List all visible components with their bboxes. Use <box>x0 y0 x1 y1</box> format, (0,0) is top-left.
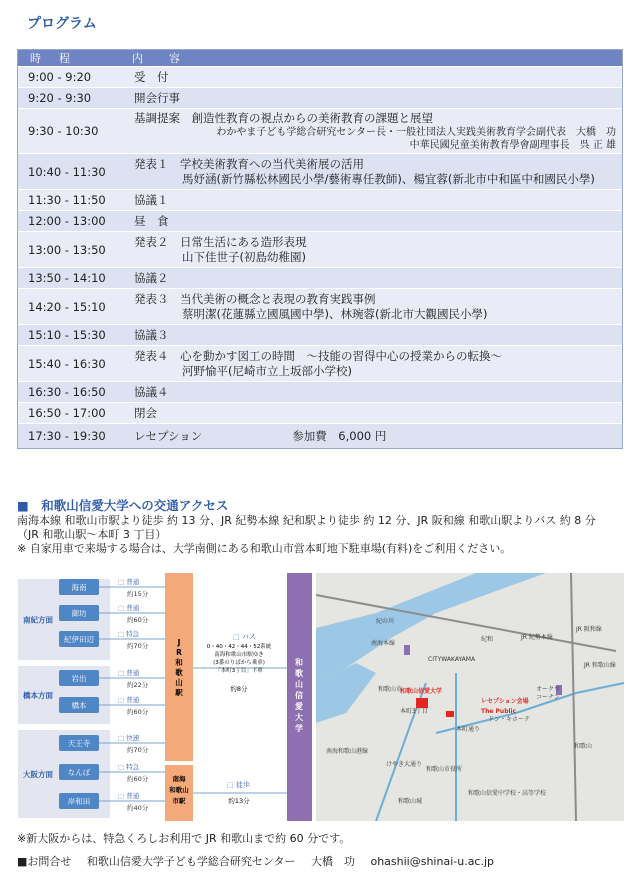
program-row <box>18 423 622 448</box>
program-content <box>130 403 622 423</box>
university-char: 歌 <box>295 669 303 678</box>
program-time: 13:00 - 13:50 <box>28 242 106 257</box>
train-time: 約70分 <box>127 746 149 754</box>
contact-line <box>17 853 506 869</box>
program-item: 昼 食 <box>134 213 169 228</box>
program-time: 16:30 - 16:50 <box>28 385 106 399</box>
map-background <box>316 573 624 821</box>
train-type: ⬚ 普通 <box>118 792 140 800</box>
access-line-3: ※ 自家用車で来場する場合は、大学南側にある和歌山市営本町地下駐車場(有料)をご利用ください。 <box>17 542 512 555</box>
reception-fee: 参加費 6,000 円 <box>292 428 387 443</box>
map-label: 紀の川 <box>376 618 395 625</box>
program-item: 協議２ <box>134 270 169 285</box>
access-route-diagram <box>17 573 312 821</box>
map-label: 和歌山 <box>574 743 593 750</box>
university-char: 和 <box>295 658 303 667</box>
program-content <box>130 232 622 267</box>
jr-station-box <box>165 573 193 761</box>
nankai-station-label: 市駅 <box>172 797 186 805</box>
program-row <box>18 402 622 423</box>
program-content <box>130 382 622 402</box>
program-rows <box>18 66 622 448</box>
program-content <box>130 109 622 153</box>
map-label: ドン・キホーテ <box>488 716 531 723</box>
map-label: レセプション会場 <box>481 698 529 705</box>
program-content <box>130 154 622 189</box>
access-map <box>316 573 624 821</box>
university-char: 信 <box>295 691 303 700</box>
program-content <box>130 67 622 87</box>
program-item: 発表２ 日常生活にある造形表現 <box>134 234 307 249</box>
nankai-station-label: 南海 <box>172 775 186 783</box>
train-time: 約60分 <box>127 775 149 783</box>
program-content <box>130 190 622 210</box>
presenter-affiliation: わかやま子ども学総合研究センター長・一般社団法人実践美術教育学会副代表 大橋 功 <box>216 126 616 138</box>
station-label: 御坊 <box>71 609 87 618</box>
header-content: 内容 <box>132 52 206 65</box>
train-time: 約70分 <box>127 642 149 650</box>
program-content <box>130 424 622 448</box>
region-label: 南紀方面 <box>23 615 53 625</box>
jr-station-char: 歌 <box>175 668 183 677</box>
program-time: 9:20 - 9:30 <box>28 91 92 105</box>
program-row <box>18 87 622 108</box>
walk-label: ⬚ 徒歩 <box>227 781 250 789</box>
program-time: 10:40 - 11:30 <box>28 164 106 179</box>
program-table <box>17 49 623 449</box>
university-char: 愛 <box>295 702 303 711</box>
map-label: 南海本線 <box>371 640 396 647</box>
map-label: コーナン <box>536 694 560 701</box>
bus-info: 南海和歌山市駅ゆき <box>214 652 264 658</box>
access-text <box>17 514 623 556</box>
map-label: 南海和歌山港線 <box>326 748 369 755</box>
program-time: 13:50 - 14:10 <box>28 271 106 285</box>
header-time: 時程 <box>30 52 88 65</box>
program-time: 11:30 - 11:50 <box>28 193 106 207</box>
station-label: 橋本 <box>71 701 87 710</box>
program-row <box>18 267 622 288</box>
contact-email[interactable]: ohashii@shinai-u.ac.jp <box>370 855 495 868</box>
program-item: 協議１ <box>134 192 169 207</box>
program-item: レセプション 参加費 6,000 円 <box>134 428 387 443</box>
program-content <box>130 346 622 381</box>
program-content <box>130 289 622 324</box>
presenter-names: 河野愉平(尼崎市立上坂部小学校) <box>182 363 352 378</box>
university-marker <box>416 698 428 708</box>
program-item: 開会行事 <box>134 90 180 105</box>
program-time: 14:20 - 15:10 <box>28 299 106 314</box>
program-table-header <box>18 50 622 66</box>
train-time: 約40分 <box>127 804 149 812</box>
contact-label: ■お問合せ <box>17 855 72 868</box>
presenter-names: 山下佳世子(初島幼稚園) <box>182 249 306 264</box>
footnote: ※新大阪からは、特急くろしお利用で JR 和歌山まで約 60 分です。 <box>17 832 351 845</box>
map-label: 和歌山信愛中学校・高等学校 <box>468 790 547 797</box>
access-line-1: 南海本線 和歌山市駅より徒歩 約 13 分、JR 紀勢本線 紀和駅より徒歩 約 12 分、JR 阪和線 和歌山駅よりバス 約 8 分 <box>17 514 596 527</box>
map-label: JR 和歌山線 <box>584 662 616 669</box>
program-item: 発表４ 心を動かす図工の時間 ～技能の習得中心の授業からの転換～ <box>134 348 502 363</box>
map-label: 和歌山市 <box>378 686 403 693</box>
presenter-names: 蔡明潔(花蓮縣立國風國中學)、林琬蓉(新北市大觀國民小學) <box>182 306 488 321</box>
map-label: 和歌山信愛大学 <box>400 688 443 695</box>
contact-name: 大橋 功 <box>310 855 355 868</box>
program-row <box>18 189 622 210</box>
bus-info: 0・40・42・44・52系統 <box>206 644 272 650</box>
map-label: けやき大通り <box>386 761 423 768</box>
train-type: ⬚ 普通 <box>118 696 140 704</box>
program-time: 15:40 - 16:30 <box>28 356 106 371</box>
program-item: 発表３ 当代美術の概念と表現の教育実践事例 <box>134 291 376 306</box>
map-label: JR 紀勢本線 <box>521 634 553 641</box>
program-item: 基調提案 創造性教育の視点からの美術教育の課題と展望 <box>134 110 433 125</box>
program-row <box>18 288 622 324</box>
program-row <box>18 66 622 87</box>
program-content <box>130 88 622 108</box>
train-time: 約60分 <box>127 708 149 716</box>
train-type: ⬚ 普通 <box>118 669 140 677</box>
university-char: 山 <box>295 680 303 689</box>
program-row <box>18 153 622 189</box>
program-row <box>18 381 622 402</box>
station-label: 紀伊田辺 <box>64 635 94 644</box>
program-content <box>130 211 622 231</box>
region-label: 橋本方面 <box>23 691 53 700</box>
train-type: ⬚ 快速 <box>118 734 140 742</box>
map-label: 和歌山城 <box>398 798 423 805</box>
station-label: なんば <box>67 768 91 777</box>
program-time: 12:00 - 13:00 <box>28 214 106 228</box>
program-time: 9:30 - 10:30 <box>28 124 99 138</box>
train-type: ⬚ 普通 <box>118 578 140 586</box>
nankai-station-label: 和歌山 <box>169 786 189 794</box>
map-label: 和歌山市役所 <box>426 766 463 773</box>
program-item: 閉会 <box>134 405 157 420</box>
bus-label: ⬚ バス <box>233 633 256 641</box>
program-item: 受 付 <box>134 69 169 84</box>
contact-org: 和歌山信愛大学子ども学総合研究センター <box>86 855 296 868</box>
access-title: ■ 和歌山信愛大学への交通アクセス <box>17 498 229 513</box>
map-label: CITYWAKAYAMA <box>428 656 476 663</box>
university-char: 大 <box>295 713 303 722</box>
access-line-2: （JR 和歌山駅～本町 3 丁目） <box>17 528 167 541</box>
train-type: ⬚ 普通 <box>118 604 140 612</box>
region-label: 大阪方面 <box>23 770 53 779</box>
jr-station-char: J <box>177 638 181 647</box>
program-heading: プログラム <box>27 16 97 32</box>
presenter-affiliation: 中華民國兒童美術教育學會副理事長 呉 正 雄 <box>409 139 616 151</box>
program-content <box>130 268 622 288</box>
program-time: 9:00 - 9:20 <box>28 70 92 84</box>
jr-station-char: R <box>176 648 182 657</box>
program-time: 16:50 - 17:00 <box>28 406 106 420</box>
jr-station-char: 駅 <box>175 688 183 697</box>
map-label: The Public <box>481 708 517 715</box>
walk-time: 約13分 <box>228 797 250 805</box>
train-type: ⬚ 特急 <box>118 763 140 771</box>
reception-marker <box>446 711 454 717</box>
program-time: 15:10 - 15:30 <box>28 328 106 342</box>
map-label: JR 阪和線 <box>576 626 602 633</box>
jr-station-char: 山 <box>175 678 183 687</box>
program-item: 協議３ <box>134 327 169 342</box>
station-label: 海南 <box>71 583 87 592</box>
program-row <box>18 231 622 267</box>
presenter-names: 馬妤涵(新竹縣松林國民小學/藝術專任教師)、楊宜蓉(新北市中和區中和國民小學) <box>182 171 595 186</box>
train-time: 約60分 <box>127 616 149 624</box>
university-char: 学 <box>295 724 303 733</box>
jr-station-char: 和 <box>175 658 183 667</box>
program-time: 17:30 - 19:30 <box>28 429 106 443</box>
program-row <box>18 210 622 231</box>
citywakayama-marker <box>404 645 410 655</box>
map-label: 紀和 <box>481 636 494 643</box>
program-content <box>130 325 622 345</box>
program-item: 協議４ <box>134 384 169 399</box>
map-label: 本町通り <box>456 726 481 733</box>
bus-info: (3番のりばから乗車) <box>213 660 265 666</box>
program-item: 発表１ 学校美術教育への当代美術展の活用 <box>134 156 364 171</box>
train-time: 約15分 <box>127 590 149 598</box>
program-row <box>18 324 622 345</box>
bus-info: 「本町3丁目」下車 <box>215 668 263 674</box>
station-label: 岩出 <box>71 674 87 683</box>
train-type: ⬚ 特急 <box>118 630 140 638</box>
station-label: 天王寺 <box>67 739 91 748</box>
station-label: 岸和田 <box>67 797 91 806</box>
map-label: 本町3丁目 <box>400 708 428 715</box>
program-row <box>18 345 622 381</box>
bus-time: 約8分 <box>230 685 248 693</box>
map-label: オークワ <box>536 686 561 693</box>
program-row <box>18 108 622 153</box>
train-time: 約22分 <box>127 681 149 689</box>
